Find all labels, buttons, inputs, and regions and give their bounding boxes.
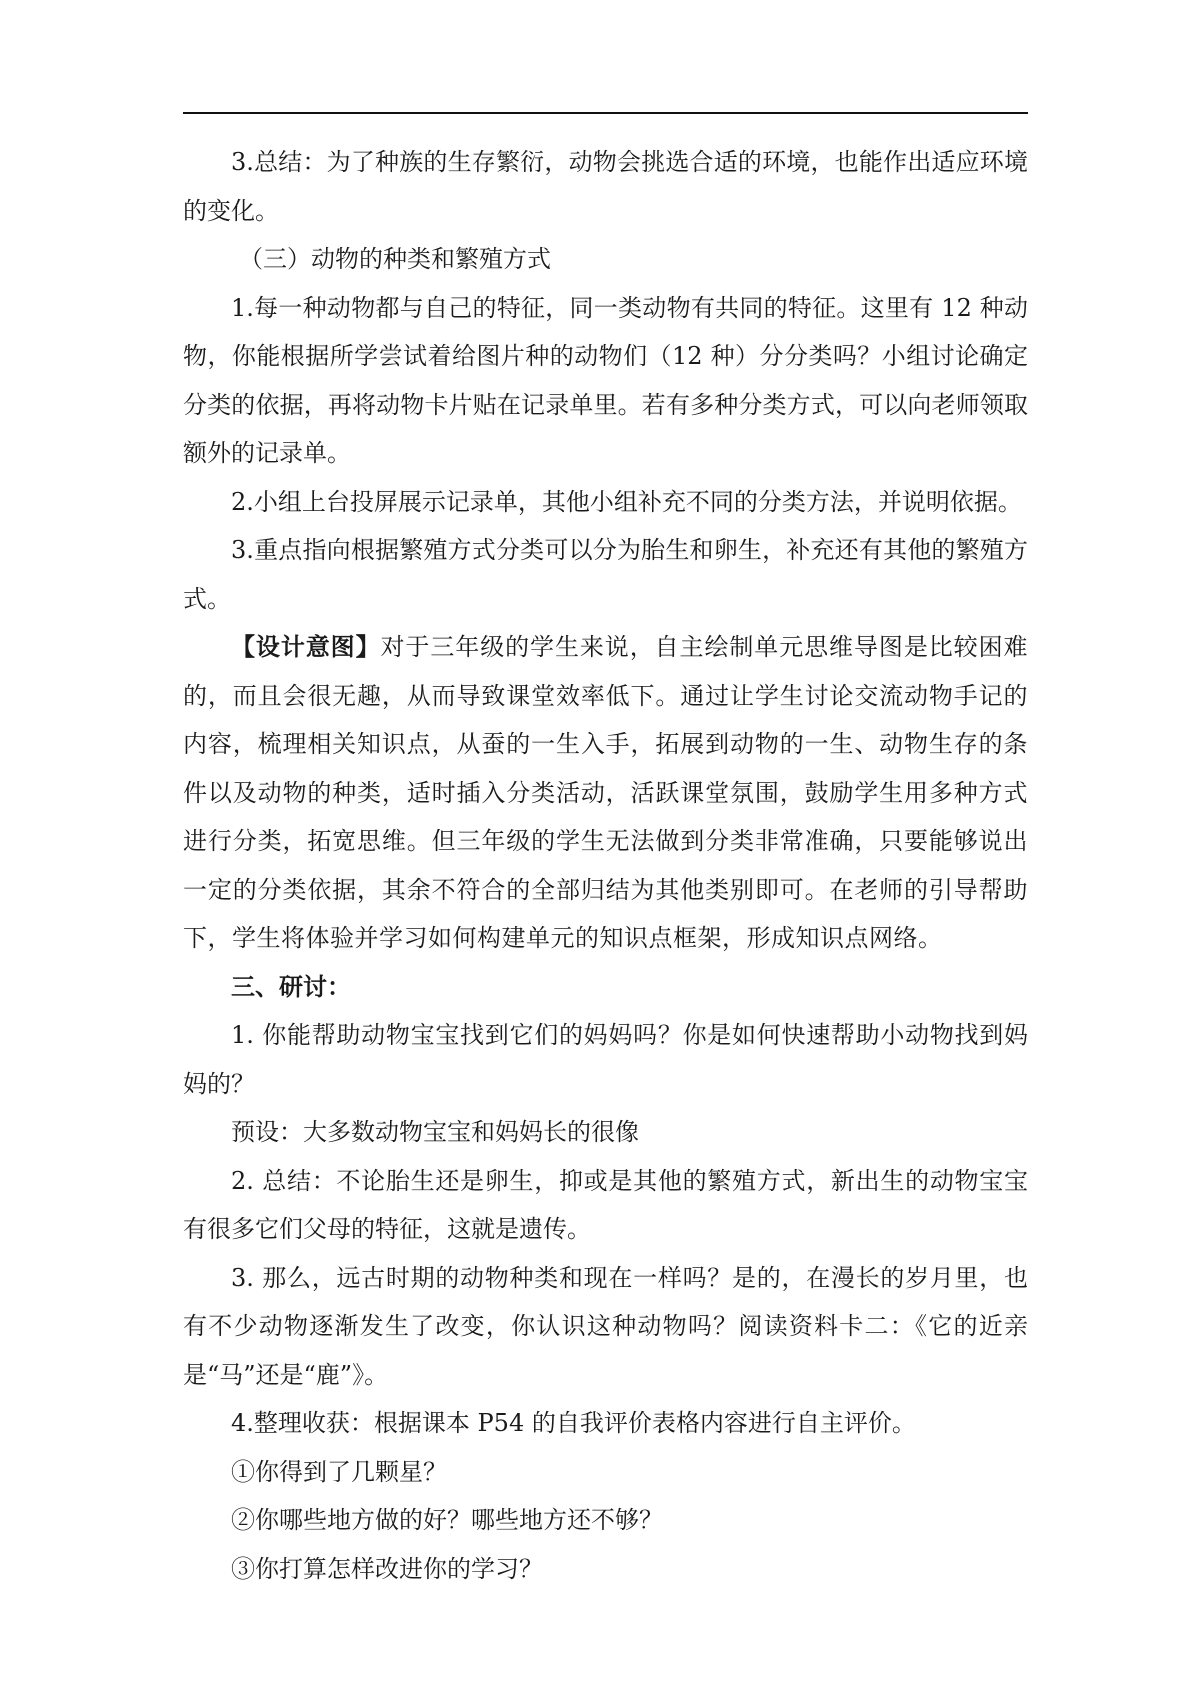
- reflection-question-1: ①你得到了几颗星？: [231, 1457, 447, 1486]
- design-intent-tag: 【设计意图】: [231, 633, 381, 661]
- discussion-item-3: 3. 那么，远古时期的动物种类和现在一样吗？是的，在漫长的岁月里，也有不少动物逐渐发生了改变，你认识这种动物吗？阅读资料卡二：《它的近亲是“马”还是“鹿”》。: [183, 1263, 1028, 1389]
- section-heading: 三、研讨：: [231, 971, 351, 1001]
- discussion-item-4: 4.整理收获：根据课本 P54 的自我评价表格内容进行自主评价。: [231, 1409, 916, 1437]
- reflection-question-3: ③你打算怎样改进你的学习？: [231, 1554, 543, 1583]
- design-intent-text: 对于三年级的学生来说，自主绘制单元思维导图是比较困难的，而且会很无趣，从而导致课堂效率低下。通过让学生讨论交流动物手记的内容，梳理相关知识点，从蚕的一生入手，拓展到动物的一生、动物生存的条件以及动物的种类，适时插入分类活动，活跃课堂氛围，鼓励学生用多种方式进行分类，拓宽思维。但三年级的学生无法做到分类非常准确，只要能够说出一定的分类依据，其余不符合的全部归结为其他类别即可。在老师的引导帮助下，学生将体验并学习如何构建单元的知识点框架，形成知识点网络。: [183, 633, 1028, 952]
- document-body: [183, 138, 1028, 1593]
- reflection-question-2: ②你哪些地方做的好？哪些地方还不够？: [231, 1506, 663, 1534]
- header-rule: [183, 112, 1028, 114]
- discussion-item-1: 1. 你能帮助动物宝宝找到它们的妈妈吗？你是如何快速帮助小动物找到妈妈的？: [183, 1021, 1028, 1098]
- paragraph-reproduction-focus: 3.重点指向根据繁殖方式分类可以分为胎生和卵生，补充还有其他的繁殖方式。: [183, 536, 1028, 613]
- design-intent-paragraph: [183, 623, 1028, 963]
- paragraph-group-presentation: 2.小组上台投屏展示记录单，其他小组补充不同的分类方法，并说明依据。: [231, 487, 1022, 516]
- discussion-item-2: 2. 总结：不论胎生还是卵生，抑或是其他的繁殖方式，新出生的动物宝宝有很多它们父母的特征，这就是遗传。: [183, 1166, 1028, 1243]
- paragraph-summary: 3.总结：为了种族的生存繁衍，动物会挑选合适的环境，也能作出适应环境的变化。: [183, 148, 1028, 225]
- discussion-preset: 预设：大多数动物宝宝和妈妈长的很像: [231, 1118, 639, 1146]
- paragraph-classification-task: 1.每一种动物都与自己的特征，同一类动物有共同的特征。这里有 12 种动物，你能根据所学尝试着给图片种的动物们（12 种）分分类吗？小组讨论确定分类的依据，再将动物卡片贴在记录单里。若有多种分类方式，可以向老师领取额外的记录单。: [183, 293, 1028, 467]
- subsection-heading: （三）动物的种类和繁殖方式: [239, 245, 551, 273]
